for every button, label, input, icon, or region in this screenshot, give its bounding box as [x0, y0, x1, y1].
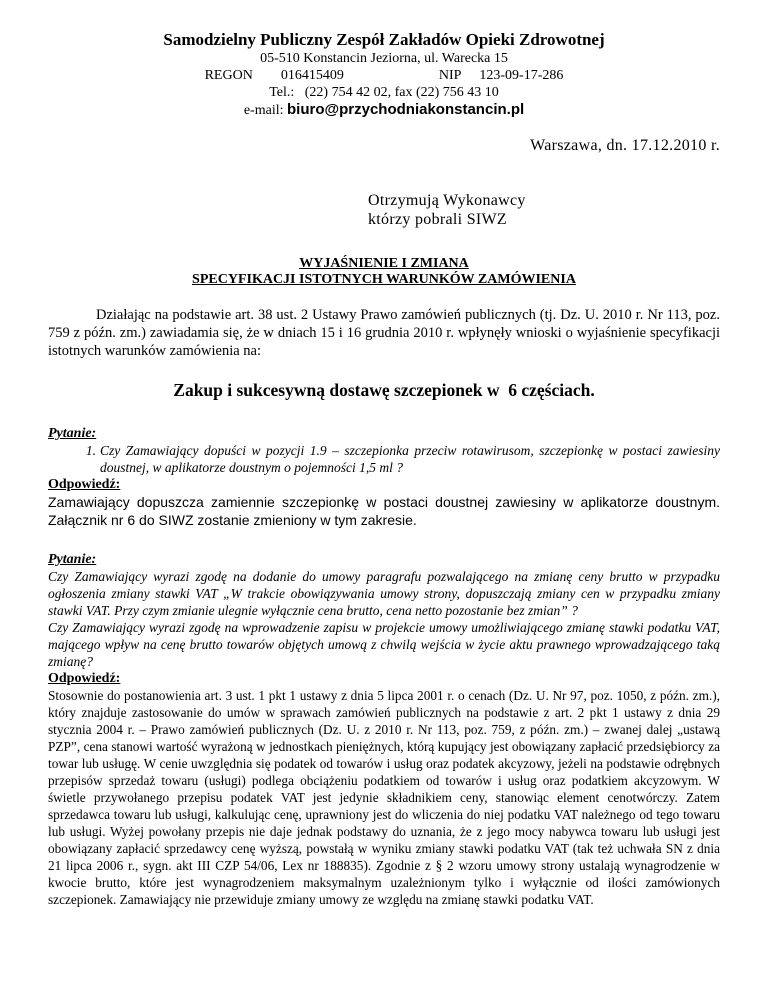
question-item — [48, 442, 720, 476]
regon-value: 016415409 — [280, 68, 344, 83]
qa-section-1 — [48, 425, 720, 529]
question-label: Pytanie: — [48, 426, 97, 441]
title-line-1: WYJAŚNIENIE I ZMIANA — [299, 256, 469, 271]
order-subject: Zakup i sukcesywną dostawę szczepionek w 6 częściach. — [173, 380, 595, 400]
letter-date: Warszawa, dn. 17.12.2010 r. — [530, 137, 720, 154]
letter-page — [48, 30, 720, 908]
qa-section-2 — [48, 551, 720, 908]
regon-nip-line — [48, 67, 720, 84]
question-label: Pytanie: — [48, 552, 97, 567]
email-link[interactable]: biuro@przychodniakonstancin.pl — [287, 101, 525, 118]
email-label: e-mail: — [243, 103, 284, 118]
question-text-part-2: Czy Zamawiający wyrazi zgodę na wprowadzenie zapisu w projekcie umowy umożliwiającego zmianę stawki podatku VAT, mającego wpływ na cenę brutto towarów objętych umową z chwilą wejścia w życie aktu prawnego wprowadzającego taką zmianę? — [48, 620, 720, 669]
email-line — [48, 101, 720, 119]
question-text-part-1: Czy Zamawiający wyrazi zgodę na dodanie do umowy paragrafu pozwalającego na zmianę ceny brutto w przypadku ogłoszenia zmiany stawki VAT „W trakcie obowiązywania umowy strony, dopuszczają zmiany cen w przypadku zmiany stawki VAT. Przy czym zmianie ulegnie wyłącznie cena brutto, cena netto pozostanie bez zmian” ? — [48, 569, 720, 618]
document-title — [48, 256, 720, 288]
address-line: 05-510 Konstancin Jeziorna, ul. Warecka 15 — [260, 51, 508, 66]
answer-label: Odpowiedź: — [48, 477, 121, 492]
phone-fax-line: Tel.: (22) 754 42 02, fax (22) 756 43 10 — [269, 85, 499, 100]
title-line-2: SPECYFIKACJI ISTOTNYCH WARUNKÓW ZAMÓWIENIA — [192, 272, 576, 287]
question-number: 1. — [85, 443, 96, 458]
letterhead — [48, 30, 720, 119]
nip-value: 123-09-17-286 — [479, 68, 564, 83]
answer-text: Stosownie do postanowienia art. 3 ust. 1 pkt 1 ustawy z dnia 5 lipca 2001 r. o cenach (Dz. U. Nr 97, poz. 1050, z późn. zm.), który znajduje zastosowanie do umów w sprawach zamówień publicznych na podstawie z art. 2 pkt 1 ustawy z dnia 29 stycznia 2004 r. – Prawo zamówień publicznych (Dz. U. z 2010 r. Nr 113, poz. 759, z późn. zm.) – zwanej dalej „ustawą PZP”, cena stanowi wartość wyrażoną w jednostkach pieniężnych, którą kupujący jest obowiązany zapłacić przedsiębiorcy za towar lub usługę. W cenie uwzględnia się podatek od towarów i usług oraz podatek akcyzowy, jeżeli na podstawie odrębnych przepisów sprzedaż towaru (usługi) podlega obciążeniu podatkiem od towarów i usług oraz podatkiem akcyzowym. W świetle przywołanego przepisu podatek VAT jest jedynie składnikiem ceny, stanowiąc element cenotwórczy. Zatem sprzedawca towaru lub usługi, kalkulując cenę, uprawniony jest do wliczenia do niej podatku VAT należnego od tego towaru lub usługi. Wyżej powołany przepis nie daje jednak podstawy do uznania, że z jego mocy nabywca towaru lub usługi jest obowiązany zapłacić sprzedawcy cenę wyższą, powstałą w wyniku zmiany stawki podatku VAT (tak też uchwała SN z dnia 21 lipca 2006 r., sygn. akt III CZP 54/06, Lex nr 188835). Zgodnie z § 2 wzoru umowy strony ustalają wynagrodzenie w kwocie brutto, które jest wynagrodzeniem maksymalnym uzależnionym tylko i wyłącznie od ilości zamówionych szczepionek. Zamawiający nie przewiduje zmiany umowy ze względu na zmianę stawki podatku VAT. — [48, 688, 720, 907]
recipient-block — [368, 191, 720, 229]
intro-paragraph: Działając na podstawie art. 38 ust. 2 Ustawy Prawo zamówień publicznych (tj. Dz. U. 2010 r. Nr 113, poz. 759 z późn. zm.) zawiadamia się, że w dniach 15 i 16 grudnia 2010 r. wpłynęły wnioski o wyjaśnienie specyfikacji istotnych warunków zamówienia na: — [48, 307, 720, 359]
organization-name: Samodzielny Publiczny Zespół Zakładów Opieki Zdrowotnej — [163, 30, 605, 49]
regon-label: REGON — [204, 68, 253, 83]
answer-label: Odpowiedź: — [48, 671, 121, 686]
recipient-line-1: Otrzymują Wykonawcy — [368, 192, 526, 209]
nip-label: NIP — [438, 68, 462, 83]
question-text: Czy Zamawiający dopuści w pozycji 1.9 – szczepionka przeciw rotawirusom, szczepionkę w postaci zawiesiny doustnej, w aplikatorze doustnym o pojemności 1,5 ml ? — [100, 443, 720, 475]
answer-text: Zamawiający dopuszcza zamiennie szczepionkę w postaci doustnej zawiesiny w aplikatorze doustnym. Załącznik nr 6 do SIWZ zostanie zmieniony w tym zakresie. — [48, 494, 720, 528]
recipient-line-2: którzy pobrali SIWZ — [368, 211, 507, 228]
